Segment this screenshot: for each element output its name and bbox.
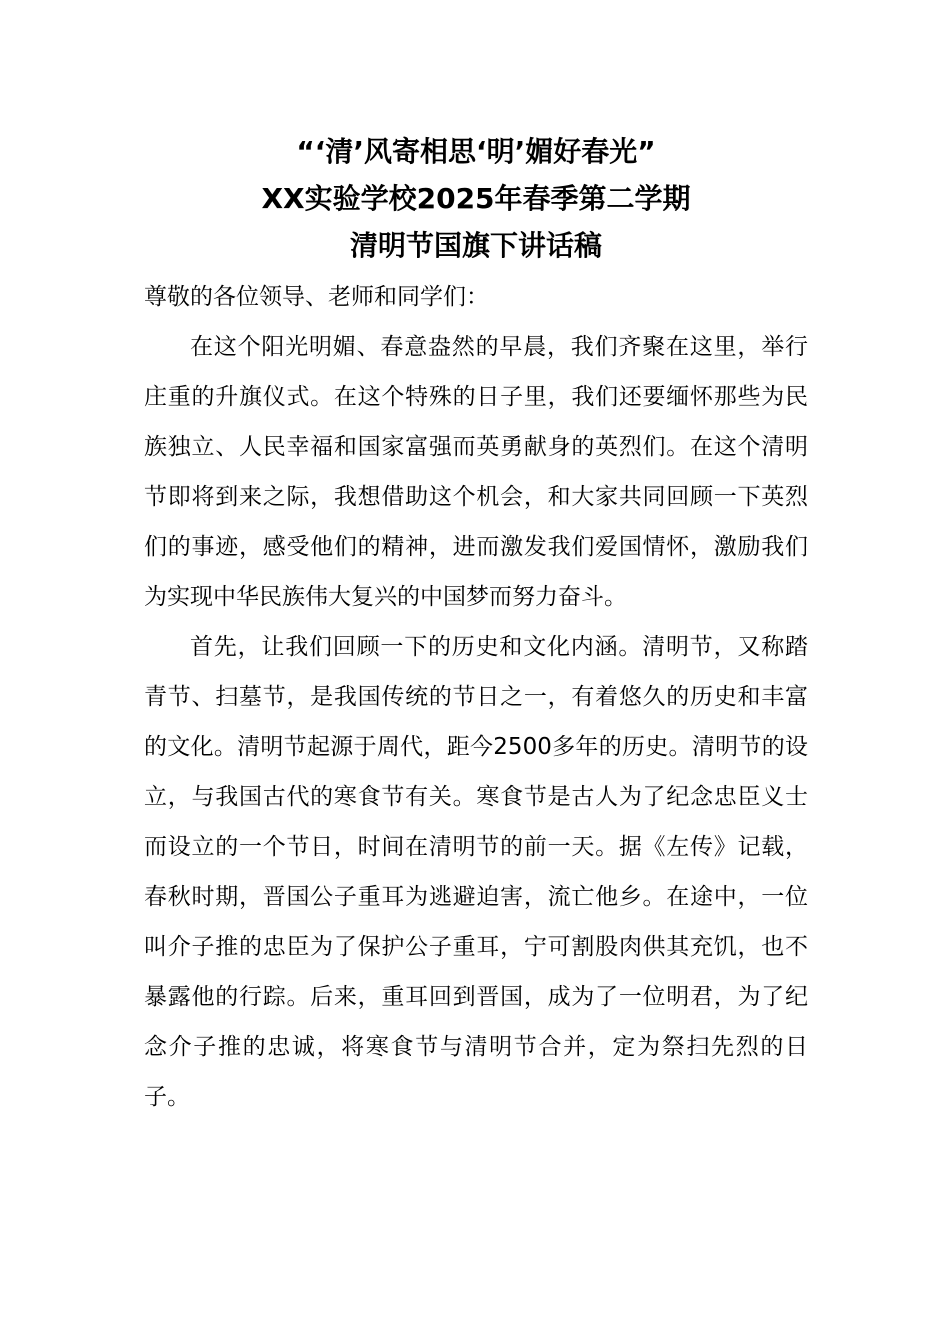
title-line-3: 清明节国旗下讲话稿 <box>349 229 602 262</box>
title-line-2: XX实验学校2025年春季第二学期 <box>261 182 691 215</box>
body-paragraph-1: 在这个阳光明媚、春意盎然的早晨，我们齐聚在这里，举行庄重的升旗仪式。在这个特殊的日子里，我们还要缅怀那些为民族独立、人民幸福和国家富强而英勇献身的英烈们。在这个清明节即将到来之际，我想借助这个机会，和大家共同回顾一下英烈们的事迹，感受他们的精神，进而激发我们爱国情怀，激励我们为实现中华民族伟大复兴的中国梦而努力奋斗。 <box>144 334 808 610</box>
document-title <box>134 128 818 269</box>
document-page <box>144 128 808 1122</box>
body-paragraph-2: 首先，让我们回顾一下的历史和文化内涵。清明节，又称踏青节、扫墓节，是我国传统的节日之一，有着悠久的历史和丰富的文化。清明节起源于周代，距今2500多年的历史。清明节的设立，与我国古代的寒食节有关。寒食节是古人为了纪念忠臣义士而设立的一个节日，时间在清明节的前一天。据《左传》记载，春秋时期，晋国公子重耳为逃避迫害，流亡他乡。在途中，一位叫介子推的忠臣为了保护公子重耳，宁可割股肉供其充饥，也不暴露他的行踪。后来，重耳回到晋国，成为了一位明君，为了纪念介子推的忠诚，将寒食节与清明节合并，定为祭扫先烈的日子。 <box>144 634 808 1110</box>
salutation: 尊敬的各位领导、老师和同学们： <box>144 284 489 310</box>
title-line-1: “‘清’风寄相思‘明’媚好春光” <box>296 135 656 168</box>
